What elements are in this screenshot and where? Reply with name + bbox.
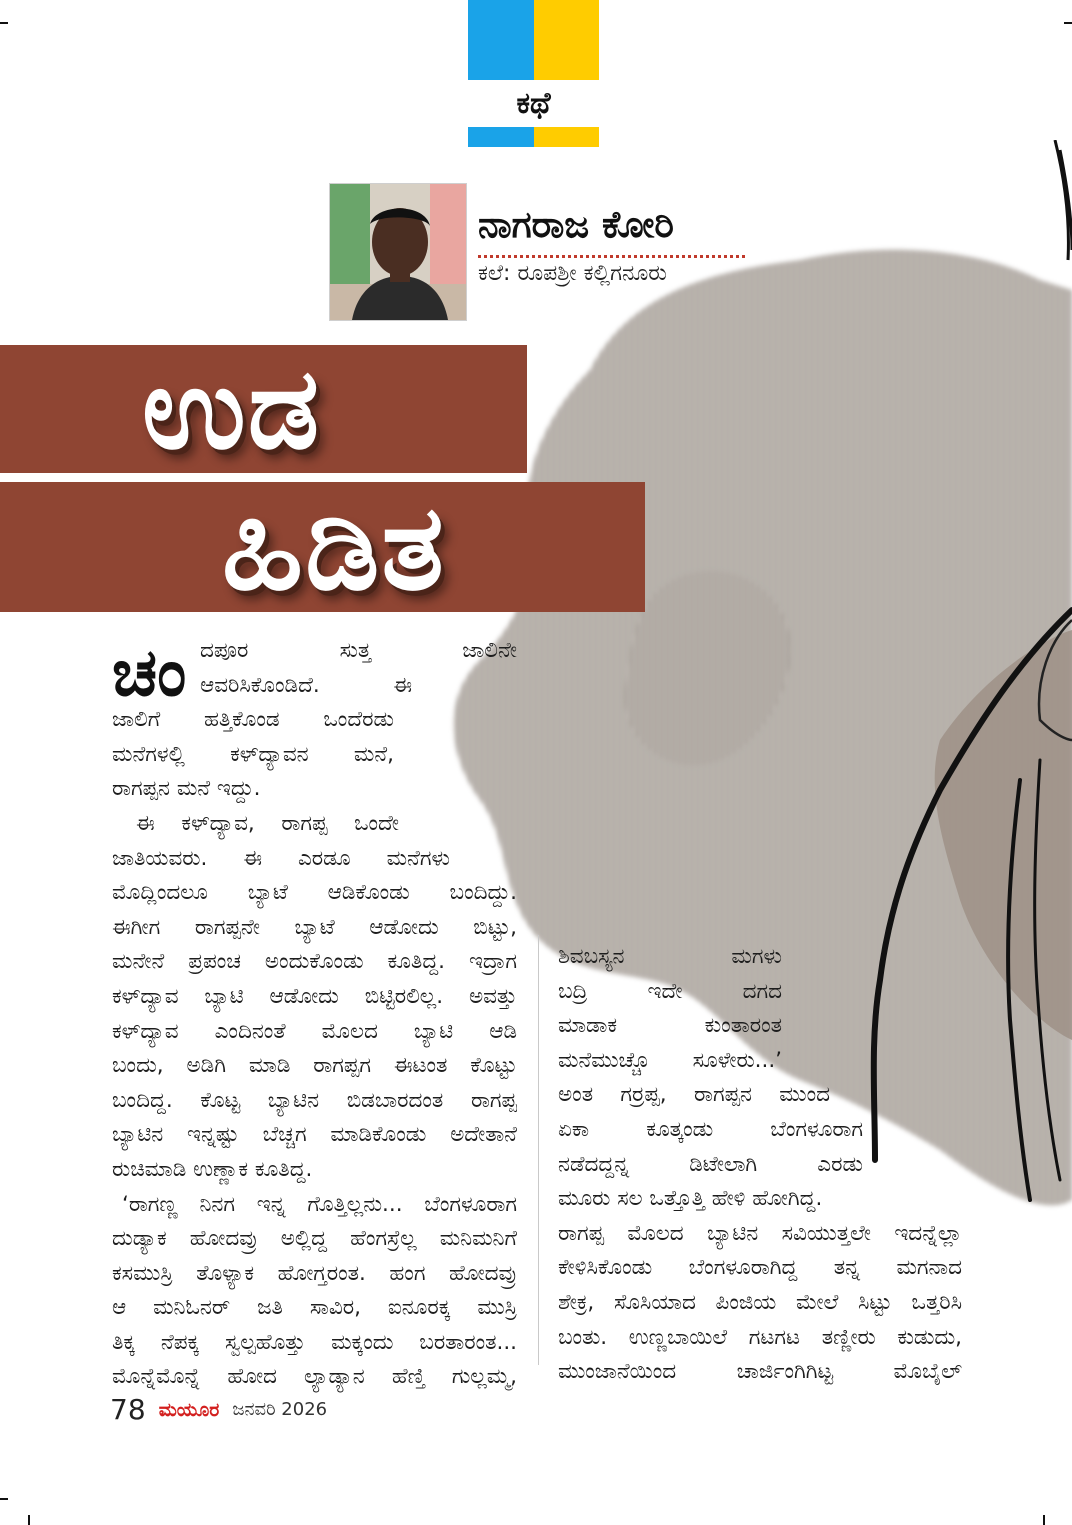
crop-mark (1043, 1515, 1045, 1525)
crop-mark (1064, 22, 1072, 24)
text-line: ಶಿವಬಸ್ಯನ ಮಗಳು (558, 944, 782, 969)
text-line: ಮುಂಜಾನೆಯಿಂದ ಚಾರ್ಜಿಂಗಿಗಿಟ್ಟ ಮೊಬೈಲ್ (558, 1359, 962, 1385)
page-footer (110, 1393, 327, 1426)
text-line: ಕೇಳಿಸಿಕೊಂಡು ಬೆಂಗಳೂರಾಗಿದ್ದ ತನ್ನ ಮಗನಾದ (558, 1255, 962, 1281)
badge-blue-block (468, 0, 534, 80)
text-line: ಮೊದ್ಲಿಂದಲೂ ಬ್ಯಾಟೆ ಆಡಿಕೊಂಡು ಬಂದಿದ್ದು. (112, 880, 517, 906)
text-line: ಮೊನ್ನೆಮೊನ್ನೆ ಹೋದ ಲ್ಯಾಡ್ಯಾನ ಹೆಣ್ತಿ ಗುಲ್ಲಮ್ಮ, (112, 1364, 517, 1390)
author-divider (478, 255, 745, 258)
issue-date: ಜನವರಿ 2026 (232, 1399, 328, 1420)
drop-cap: ಚಂ (112, 634, 187, 711)
text-line: ಬಂತು. ಉಣ್ಣಬಾಯಿಲೆ ಗಟಗಟ ತಣ್ಣೀರು ಕುಡುದು, (558, 1324, 962, 1350)
text-line: ಬದ್ರಿ ಇದೇ ದಗದ (558, 978, 782, 1004)
text-line: ಈಗೀಗ ರಾಗಪ್ಪನೇ ಬ್ಯಾಟೆ ಆಡೋದು ಬಿಟ್ಟು, (112, 914, 517, 940)
text-line: ಕಸಮುಸ್ರಿ ತೊಳ್ಯಾಕ ಹೋಗ್ತರಂತ. ಹಂಗ ಹೋದವ್ರು (112, 1260, 517, 1286)
author-photo (329, 183, 467, 321)
paragraph (558, 940, 962, 1217)
text-line: ಮೂರು ಸಲ ಒತ್ತೊತ್ತಿ ಹೇಳಿ ಹೋಗಿದ್ದ. (558, 1186, 823, 1212)
text-line: ಮನೆಗಳಲ್ಲಿ ಕಳ್‌ದ್ಯಾವನ ಮನೆ, (112, 741, 394, 767)
page-number: 78 (110, 1393, 146, 1426)
crop-mark (0, 1498, 8, 1500)
article-column-1 (112, 634, 517, 1395)
text-line: ದಪೂರ ಸುತ್ತ ಜಾಲಿನೇ (200, 638, 517, 663)
illustrator-credit: ಕಲೆ: ರೂಪಶ್ರೀ ಕಲ್ಲಿಗನೂರು (478, 261, 667, 286)
text-line: ಶೇಕ್ರ, ಸೊಸಿಯಾದ ಪಿಂಜಿಯ ಮೇಲೆ ಸಿಟ್ಟು ಒತ್ತರಿಸಿ (558, 1289, 962, 1315)
section-label: ಕಥೆ (516, 86, 551, 121)
magazine-name: ಮಯೂರ (158, 1398, 220, 1421)
text-line: ಮನೆಮುಚ್ಚೊ ಸೂಳೇರು...’ (558, 1047, 782, 1073)
badge-yellow-block (534, 0, 599, 80)
author-portrait-icon (330, 184, 466, 320)
paragraph (558, 1217, 962, 1390)
story-title-line-1: ಉಡ (142, 343, 322, 474)
text-line: ಆ ಮನಿಓನರ್ ಜತಿ ಸಾವಿರ, ಐನೂರಕ್ಕ ಮುಸ್ರಿ (112, 1295, 517, 1321)
text-line: ಜಾಲಿಗೆ ಹತ್ತಿಕೊಂಡ ಒಂದೆರಡು (112, 707, 394, 733)
badge-yellow-block (534, 127, 599, 147)
text-line: ಜಾತಿಯವರು. ಈ ಎರಡೂ ಮನೆಗಳು (112, 845, 450, 871)
paragraph (112, 634, 517, 807)
story-title-line-2: ಹಿಡಿತ (222, 477, 446, 616)
article-column-2 (558, 940, 962, 1390)
text-line: ಅಂತ ಗರ್ರಪ್ಪ, ರಾಗಪ್ಪನ ಮುಂದ (558, 1082, 830, 1108)
text-line: ಮಾಡಾಕ ಕುಂತಾರಂತ (558, 1013, 782, 1039)
crop-mark (0, 22, 8, 24)
figure-hair (1055, 140, 1072, 260)
text-line: ಬಂದಿದ್ದ. ಕೊಟ್ಟ ಬ್ಯಾಟಿನ ಬಿಡಬಾರದಂತ ರಾಗಪ್ಪ (112, 1087, 517, 1113)
text-line: ತಿಕ್ಕ ನೆಪಕ್ಕ ಸ್ವಲ್ಪಹೊತ್ತು ಮಕ್ಕಂದು ಬರತಾರಂತ... (112, 1329, 517, 1355)
paragraph (112, 807, 517, 1188)
text-line: ರಾಗಪ್ಪನ ಮನೆ ಇದ್ದು. (112, 776, 261, 802)
text-line: ದುಡ್ಯಾಕ ಹೋದವ್ರು ಅಲ್ಲಿದ್ದ ಹೆಂಗಸ್ರೆಲ್ಲ ಮನಿಮನಿಗೆ (112, 1226, 517, 1252)
text-line: ರಾಗಪ್ಪ ಮೊಲದ ಬ್ಯಾಟಿನ ಸವಿಯುತ್ತಲೇ ಇದನ್ನೆಲ್ಲಾ (558, 1220, 962, 1246)
text-line: ಮನೇನೆ ಪ್ರಪಂಚ ಅಂದುಕೊಂಡು ಕೂತಿದ್ದ. ಇದ್ರಾಗ (112, 949, 517, 975)
text-line: ಕಳ್‌ದ್ಯಾವ ಬ್ಯಾಟಿ ಆಡೋದು ಬಿಟ್ಟಿರಲಿಲ್ಲ. ಅವತ್ತು (112, 983, 517, 1009)
text-line: ಬಂದು, ಅಡಿಗಿ ಮಾಡಿ ರಾಗಪ್ಪಗ ಈಟಂತ ಕೊಟ್ಟು (112, 1053, 517, 1079)
badge-blue-block (468, 127, 534, 147)
text-line: ಏಕಾ ಕೂತ್ಕಂಡು ಬೆಂಗಳೂರಾಗ (558, 1116, 863, 1142)
paragraph (112, 1188, 517, 1396)
crop-mark (28, 1515, 30, 1525)
text-line: ಈ ಕಳ್‌ದ್ಯಾವ, ರಾಗಪ್ಪ ಒಂದೇ (136, 810, 399, 836)
author-name: ನಾಗರಾಜ ಕೋರಿ (478, 203, 674, 246)
text-line: ನಡೆದದ್ದನ್ನ ಡಿಟೇಲಾಗಿ ಎರಡು (558, 1151, 863, 1177)
text-line: ಆವರಿಸಿಕೊಂಡಿದೆ. ಈ (200, 672, 412, 698)
text-line: ರುಚಿಮಾಡಿ ಉಣ್ಣಾಕ ಕೂತಿದ್ದ. (112, 1156, 313, 1182)
text-line: ಬ್ಯಾಟಿನ ಇನ್ನಷ್ಟು ಬೆಚ್ಚಗ ಮಾಡಿಕೊಂಡು ಅದೇತಾನೆ (112, 1122, 517, 1148)
text-line: ಕಳ್‌ದ್ಯಾವ ಎಂದಿನಂತೆ ಮೊಲದ ಬ್ಯಾಟಿ ಆಡಿ (112, 1018, 517, 1044)
column-divider (538, 935, 539, 1365)
text-line: ‘ರಾಗಣ್ಣ ನಿನಗ ಇನ್ನ ಗೊತ್ತಿಲ್ಲನು... ಬೆಂಗಳೂರಾಗ (122, 1191, 517, 1217)
